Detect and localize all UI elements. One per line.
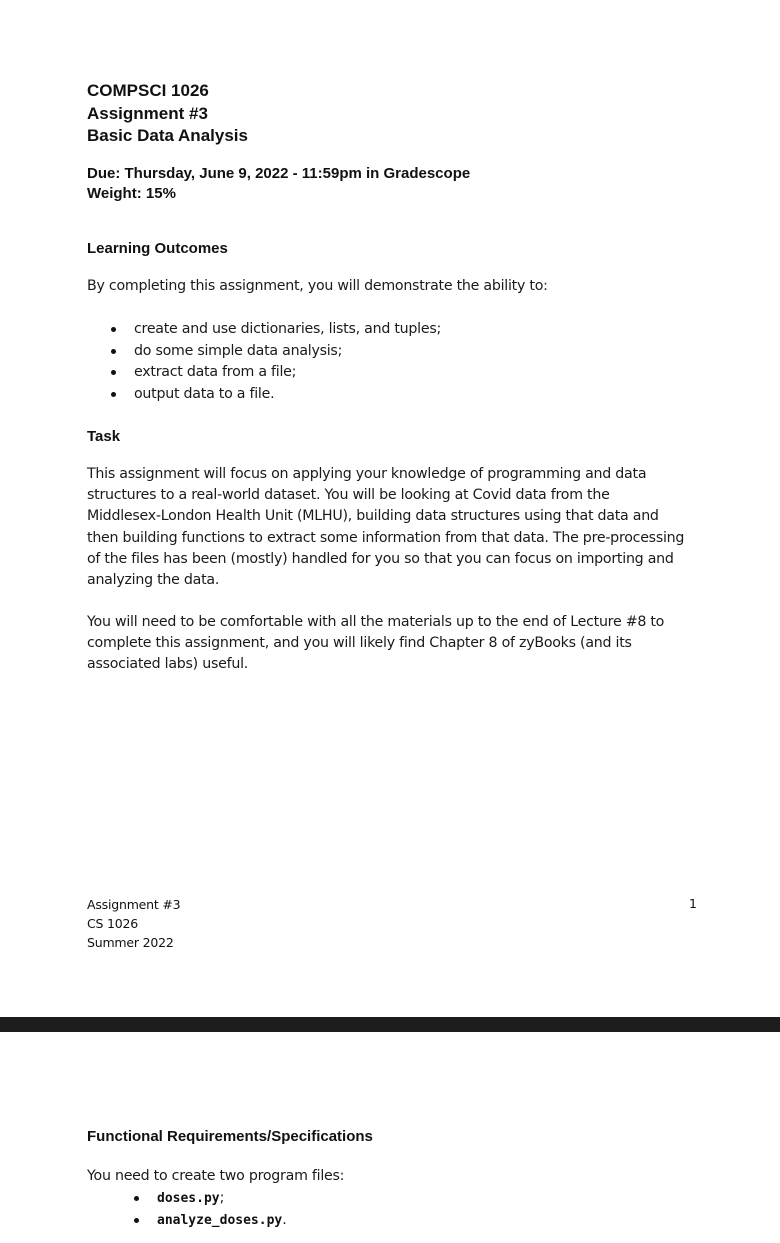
learning-outcomes-intro: By completing this assignment, you will demonstrate the ability to: <box>87 278 548 294</box>
task-paragraph-1: This assignment will focus on applying your knowledge of programming and data structures to a real-world dataset. You will be looking at Covid data from the Middlesex-London Health Unit (MLHU), building data structures using that data and then building functions to extract some information from that data. The pre-processing of the files has been (mostly) handled for you so that you can focus on importing and analyzing the data. <box>87 466 685 589</box>
program-files-intro: You need to create two program files: <box>87 1168 345 1184</box>
assignment-title: Assignment #3 <box>87 104 208 123</box>
bullet-icon <box>111 370 116 375</box>
list-item: doses.py; <box>133 1188 287 1210</box>
list-item: create and use dictionaries, lists, and tuples; <box>110 319 441 341</box>
footer-course: CS 1026 <box>87 916 139 931</box>
list-item: analyze_doses.py. <box>133 1210 287 1232</box>
list-item: extract data from a file; <box>110 362 441 384</box>
list-item: do some simple data analysis; <box>110 341 441 363</box>
page-number: 1 <box>689 896 697 911</box>
due-date: Due: Thursday, June 9, 2022 - 11:59pm in Gradescope <box>87 165 471 182</box>
task-paragraph-2: You will need to be comfortable with all the materials up to the end of Lecture #8 to complete this assignment, and you will likely find Chapter 8 of zyBooks (and its associated labs) useful. <box>87 614 665 673</box>
weight: Weight: 15% <box>87 185 176 202</box>
footer-term: Summer 2022 <box>87 935 174 950</box>
functional-requirements-heading: Functional Requirements/Specifications <box>87 1128 373 1145</box>
bullet-icon <box>111 349 116 354</box>
footer-assignment: Assignment #3 <box>87 897 181 912</box>
bullet-icon <box>134 1218 139 1223</box>
learning-outcomes-heading: Learning Outcomes <box>87 240 228 257</box>
file-name: analyze_doses.py <box>157 1212 283 1228</box>
learning-outcomes-list <box>110 319 441 405</box>
document-page-2 <box>0 1032 780 1243</box>
bullet-icon <box>111 327 116 332</box>
bullet-icon <box>134 1196 139 1201</box>
course-code: COMPSCI 1026 <box>87 81 209 100</box>
task-heading: Task <box>87 428 121 445</box>
assignment-subtitle: Basic Data Analysis <box>87 126 248 145</box>
page-separator <box>0 1017 780 1032</box>
list-item: output data to a file. <box>110 384 441 406</box>
file-name: doses.py <box>157 1191 220 1206</box>
bullet-icon <box>111 392 116 397</box>
program-files-list <box>133 1188 287 1231</box>
